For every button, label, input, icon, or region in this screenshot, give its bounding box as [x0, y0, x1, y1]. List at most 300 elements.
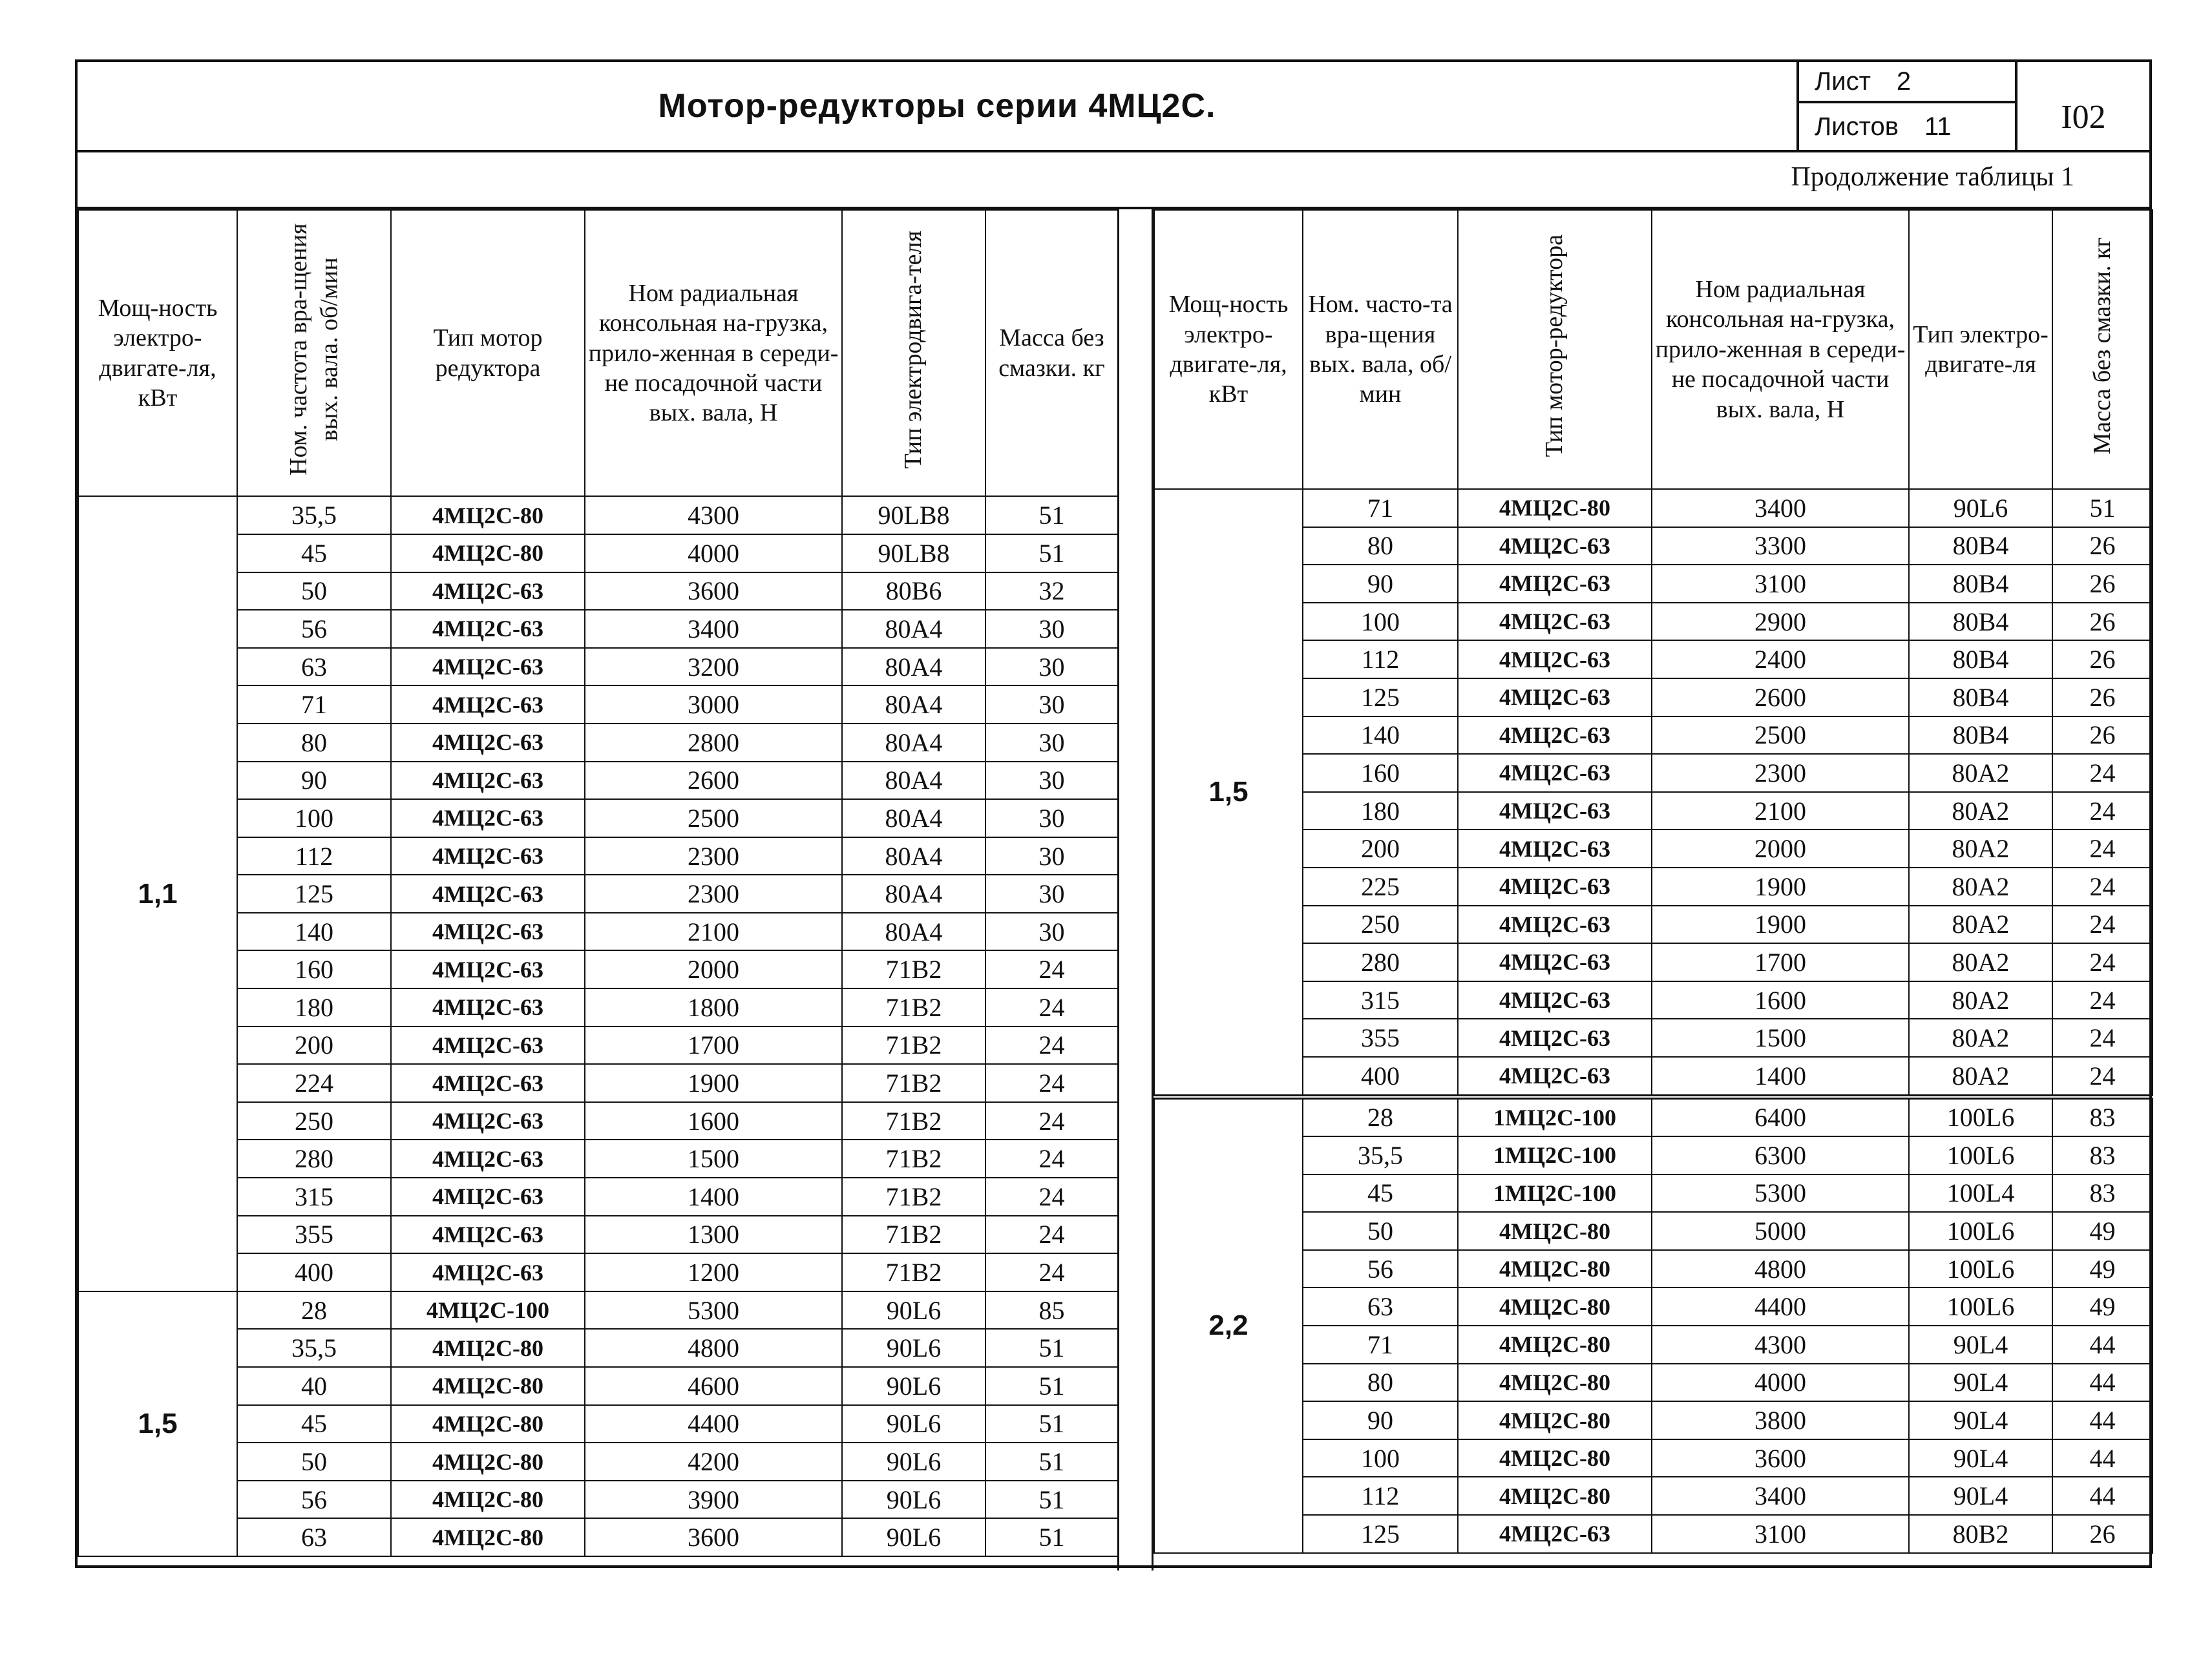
mass-cell: 24	[985, 1178, 1118, 1216]
radial-load-cell: 1500	[585, 1140, 842, 1178]
gearmotor-type-cell: 4МЦ2С-63	[391, 799, 585, 837]
radial-load-cell: 4600	[585, 1367, 842, 1405]
gearmotor-type-cell: 4МЦ2С-63	[391, 572, 585, 610]
speed-cell: 280	[1303, 943, 1458, 981]
gearmotor-type-cell: 4МЦ2С-80	[391, 1367, 585, 1405]
speed-cell: 45	[237, 1405, 391, 1443]
table-row	[1154, 906, 2153, 944]
motor-type-cell: 80А2	[1909, 1019, 2052, 1057]
header-mass	[2052, 210, 2153, 489]
speed-cell: 355	[237, 1216, 391, 1254]
frame-right-edge	[2149, 59, 2152, 1568]
drawing-frame	[75, 59, 2152, 1568]
mass-cell: 24	[985, 1140, 1118, 1178]
mass-cell: 24	[985, 950, 1118, 988]
speed-cell: 180	[1303, 792, 1458, 830]
motor-type-cell: 90L4	[1909, 1364, 2052, 1402]
motor-type-cell: 80А4	[842, 913, 985, 951]
speed-cell: 160	[1303, 754, 1458, 792]
motor-type-cell: 90LB8	[842, 534, 985, 572]
gearmotor-type-cell: 4МЦ2С-63	[1458, 1019, 1652, 1057]
table-row	[1154, 1364, 2153, 1402]
speed-cell: 125	[1303, 1515, 1458, 1553]
table-row	[1154, 1019, 2153, 1057]
mass-cell: 51	[985, 1367, 1118, 1405]
document-code: I02	[2061, 98, 2106, 136]
radial-load-cell: 1600	[1652, 981, 1909, 1019]
motor-type-cell: 80В4	[1909, 678, 2052, 716]
right-table-body	[1154, 489, 2153, 1553]
motor-type-cell: 80А2	[1909, 868, 2052, 906]
table-row	[1154, 1174, 2153, 1213]
speed-cell: 180	[237, 988, 391, 1027]
sheet-info	[1796, 62, 2017, 150]
radial-load-cell: 2000	[585, 950, 842, 988]
radial-load-cell: 4400	[585, 1405, 842, 1443]
table-row	[1154, 868, 2153, 906]
radial-load-cell: 1900	[585, 1064, 842, 1102]
sheet-number	[1799, 62, 2015, 103]
gearmotor-type-cell: 4МЦ2С-63	[1458, 1057, 1652, 1097]
mass-cell: 24	[2052, 906, 2153, 944]
mass-cell: 24	[985, 1027, 1118, 1065]
radial-load-cell: 2600	[1652, 678, 1909, 716]
mass-cell: 51	[985, 1443, 1118, 1481]
document-title: Мотор-редукторы серии 4МЦ2С.	[658, 87, 1216, 125]
radial-load-cell: 3400	[585, 610, 842, 648]
left-header-row	[78, 210, 1118, 496]
speed-cell: 40	[237, 1367, 391, 1405]
radial-load-cell: 3600	[585, 572, 842, 610]
radial-load-cell: 4000	[1652, 1364, 1909, 1402]
mass-cell: 44	[2052, 1401, 2153, 1439]
speed-cell: 400	[1303, 1057, 1458, 1097]
mass-cell: 30	[985, 799, 1118, 837]
mass-cell: 24	[2052, 754, 2153, 792]
speed-cell: 45	[237, 534, 391, 572]
radial-load-cell: 1700	[585, 1027, 842, 1065]
mass-cell: 30	[985, 685, 1118, 724]
mass-cell: 24	[985, 1102, 1118, 1140]
table-row	[1154, 1212, 2153, 1250]
radial-load-cell: 1500	[1652, 1019, 1909, 1057]
motor-type-cell: 80А2	[1909, 792, 2052, 830]
motor-type-cell: 80А4	[842, 837, 985, 875]
mass-cell: 51	[985, 1518, 1118, 1556]
mass-cell: 30	[985, 724, 1118, 762]
motor-type-cell: 90L4	[1909, 1439, 2052, 1477]
gearmotor-type-cell: 4МЦ2С-63	[391, 724, 585, 762]
radial-load-cell: 3200	[585, 648, 842, 686]
speed-cell: 50	[237, 1443, 391, 1481]
mass-cell: 26	[2052, 603, 2153, 641]
speed-cell: 250	[237, 1102, 391, 1140]
mass-cell: 24	[985, 1253, 1118, 1291]
gearmotor-type-cell: 4МЦ2С-63	[391, 837, 585, 875]
motor-type-cell: 100L4	[1909, 1174, 2052, 1213]
speed-cell: 112	[1303, 640, 1458, 678]
table-row	[1154, 1250, 2153, 1288]
left-data-table	[78, 209, 1119, 1557]
gearmotor-type-cell: 4МЦ2С-80	[1458, 1477, 1652, 1515]
speed-cell: 90	[1303, 1401, 1458, 1439]
radial-load-cell: 3400	[1652, 489, 1909, 527]
motor-type-cell: 80В2	[1909, 1515, 2052, 1553]
mass-cell: 49	[2052, 1250, 2153, 1288]
radial-load-cell: 2500	[585, 799, 842, 837]
motor-type-cell: 90L6	[842, 1329, 985, 1367]
radial-load-cell: 5300	[1652, 1174, 1909, 1213]
radial-load-cell: 2000	[1652, 830, 1909, 868]
radial-load-cell: 1700	[1652, 943, 1909, 981]
gearmotor-type-cell: 4МЦ2С-80	[1458, 1326, 1652, 1364]
gearmotor-type-cell: 4МЦ2С-80	[1458, 1439, 1652, 1477]
motor-type-cell: 90L6	[842, 1291, 985, 1330]
mass-cell: 51	[985, 1329, 1118, 1367]
radial-load-cell: 5000	[1652, 1212, 1909, 1250]
gearmotor-type-cell: 1МЦ2С-100	[1458, 1136, 1652, 1174]
gearmotor-type-cell: 4МЦ2С-80	[391, 496, 585, 534]
mass-cell: 49	[2052, 1212, 2153, 1250]
gearmotor-type-cell: 4МЦ2С-63	[391, 1216, 585, 1254]
motor-type-cell: 80А2	[1909, 981, 2052, 1019]
radial-load-cell: 2300	[1652, 754, 1909, 792]
speed-cell: 90	[237, 762, 391, 800]
radial-load-cell: 1400	[585, 1178, 842, 1216]
speed-cell: 80	[1303, 527, 1458, 565]
mass-cell: 26	[2052, 640, 2153, 678]
table-row	[1154, 1439, 2153, 1477]
motor-type-cell: 90L4	[1909, 1477, 2052, 1515]
radial-load-cell: 2100	[1652, 792, 1909, 830]
motor-type-cell: 80В4	[1909, 640, 2052, 678]
mass-cell: 24	[2052, 1019, 2153, 1057]
motor-type-cell: 80В4	[1909, 603, 2052, 641]
gearmotor-type-cell: 4МЦ2С-80	[1458, 1288, 1652, 1326]
gearmotor-type-cell: 4МЦ2С-63	[1458, 565, 1652, 603]
motor-type-cell: 80А2	[1909, 830, 2052, 868]
speed-cell: 71	[1303, 489, 1458, 527]
mass-cell: 49	[2052, 1288, 2153, 1326]
table-row	[1154, 943, 2153, 981]
gearmotor-type-cell: 4МЦ2С-63	[391, 1102, 585, 1140]
mass-cell: 24	[2052, 981, 2153, 1019]
radial-load-cell: 1200	[585, 1253, 842, 1291]
mass-cell: 24	[2052, 943, 2153, 981]
header-power: Мощ-ность электро-двигате-ля, кВт	[78, 210, 237, 496]
speed-cell: 35,5	[1303, 1136, 1458, 1174]
title-block	[78, 62, 2152, 152]
table-row	[1154, 1326, 2153, 1364]
speed-cell: 100	[237, 799, 391, 837]
radial-load-cell: 2400	[1652, 640, 1909, 678]
table-row	[1154, 678, 2153, 716]
table-row	[78, 1291, 1118, 1330]
gearmotor-type-cell: 4МЦ2С-63	[391, 762, 585, 800]
radial-load-cell: 4200	[585, 1443, 842, 1481]
speed-cell: 125	[237, 875, 391, 913]
speed-cell: 140	[237, 913, 391, 951]
speed-cell: 315	[237, 1178, 391, 1216]
speed-cell: 50	[237, 572, 391, 610]
gearmotor-type-cell: 4МЦ2С-63	[391, 1140, 585, 1178]
mass-cell: 83	[2052, 1136, 2153, 1174]
right-data-table	[1153, 209, 2153, 1554]
table-row	[1154, 640, 2153, 678]
radial-load-cell: 2300	[585, 837, 842, 875]
mass-cell: 24	[985, 988, 1118, 1027]
speed-cell: 90	[1303, 565, 1458, 603]
radial-load-cell: 4300	[585, 496, 842, 534]
radial-load-cell: 2300	[585, 875, 842, 913]
speed-cell: 71	[1303, 1326, 1458, 1364]
gearmotor-type-cell: 4МЦ2С-63	[1458, 754, 1652, 792]
radial-load-cell: 3900	[585, 1481, 842, 1519]
radial-load-cell: 4000	[585, 534, 842, 572]
mass-cell: 51	[2052, 489, 2153, 527]
gearmotor-type-cell: 4МЦ2С-63	[1458, 868, 1652, 906]
mass-cell: 44	[2052, 1326, 2153, 1364]
speed-cell: 200	[1303, 830, 1458, 868]
radial-load-cell: 3100	[1652, 565, 1909, 603]
gearmotor-type-cell: 4МЦ2С-80	[391, 1481, 585, 1519]
gearmotor-type-cell: 4МЦ2С-63	[1458, 830, 1652, 868]
motor-type-cell: 71В2	[842, 1253, 985, 1291]
gearmotor-type-cell: 4МЦ2С-63	[391, 1253, 585, 1291]
table-row	[1154, 1401, 2153, 1439]
mass-cell: 26	[2052, 1515, 2153, 1553]
table-row	[1154, 792, 2153, 830]
mass-cell: 24	[2052, 868, 2153, 906]
table-continuation-label: Продолжение таблицы 1	[1791, 162, 2074, 192]
radial-load-cell: 4800	[1652, 1250, 1909, 1288]
speed-cell: 250	[1303, 906, 1458, 944]
speed-cell: 280	[237, 1140, 391, 1178]
radial-load-cell: 1800	[585, 988, 842, 1027]
mass-cell: 83	[2052, 1097, 2153, 1137]
table-row	[1154, 1477, 2153, 1515]
power-cell: 1,1	[78, 496, 237, 1291]
mass-cell: 51	[985, 1405, 1118, 1443]
mass-cell: 26	[2052, 678, 2153, 716]
motor-type-cell: 90L4	[1909, 1401, 2052, 1439]
header-load: Ном радиальная консольная на-грузка, прило-женная в середи-не посадочной части вых. вала, Н	[1652, 210, 1909, 489]
mass-cell: 24	[2052, 792, 2153, 830]
mass-cell: 24	[985, 1216, 1118, 1254]
radial-load-cell: 6300	[1652, 1136, 1909, 1174]
mass-cell: 26	[2052, 527, 2153, 565]
gearmotor-type-cell: 4МЦ2С-63	[1458, 640, 1652, 678]
header-motor	[842, 210, 985, 496]
mass-cell: 24	[985, 1064, 1118, 1102]
radial-load-cell: 3000	[585, 685, 842, 724]
motor-type-cell: 90L6	[842, 1481, 985, 1519]
table-row	[1154, 1288, 2153, 1326]
mass-cell: 30	[985, 610, 1118, 648]
speed-cell: 112	[237, 837, 391, 875]
speed-cell: 100	[1303, 1439, 1458, 1477]
table-row	[1154, 1097, 2153, 1137]
gearmotor-type-cell: 4МЦ2С-63	[1458, 792, 1652, 830]
motor-type-cell: 80А4	[842, 875, 985, 913]
gearmotor-type-cell: 4МЦ2С-63	[1458, 527, 1652, 565]
mass-cell: 51	[985, 496, 1118, 534]
gearmotor-type-cell: 4МЦ2С-80	[1458, 1401, 1652, 1439]
motor-type-cell: 80А4	[842, 685, 985, 724]
mass-cell: 30	[985, 762, 1118, 800]
speed-cell: 56	[237, 1481, 391, 1519]
gearmotor-type-cell: 4МЦ2С-80	[391, 1329, 585, 1367]
gearmotor-type-cell: 4МЦ2С-80	[1458, 489, 1652, 527]
radial-load-cell: 1300	[585, 1216, 842, 1254]
radial-load-cell: 5300	[585, 1291, 842, 1330]
radial-load-cell: 2600	[585, 762, 842, 800]
table-row	[1154, 603, 2153, 641]
speed-cell: 200	[237, 1027, 391, 1065]
speed-cell: 355	[1303, 1019, 1458, 1057]
speed-cell: 28	[1303, 1097, 1458, 1137]
radial-load-cell: 2800	[585, 724, 842, 762]
mass-cell: 51	[985, 1481, 1118, 1519]
motor-type-cell: 71В2	[842, 988, 985, 1027]
motor-type-cell: 80А4	[842, 724, 985, 762]
power-cell: 1,5	[1154, 489, 1303, 1097]
header-type: Тип мотор редуктора	[391, 210, 585, 496]
table-row	[1154, 1515, 2153, 1553]
radial-load-cell: 4300	[1652, 1326, 1909, 1364]
speed-cell: 100	[1303, 603, 1458, 641]
header-speed-text: Ном. частота вра-щения вых. вала. об/мин	[284, 223, 342, 476]
speed-cell: 71	[237, 685, 391, 724]
radial-load-cell: 3300	[1652, 527, 1909, 565]
motor-type-cell: 71В2	[842, 1216, 985, 1254]
table-row	[1154, 1136, 2153, 1174]
gearmotor-type-cell: 4МЦ2С-80	[391, 534, 585, 572]
motor-type-cell: 80А4	[842, 762, 985, 800]
continuation-row	[78, 152, 2152, 209]
gearmotor-type-cell: 4МЦ2С-80	[1458, 1364, 1652, 1402]
radial-load-cell: 2900	[1652, 603, 1909, 641]
radial-load-cell: 3400	[1652, 1477, 1909, 1515]
radial-load-cell: 3100	[1652, 1515, 1909, 1553]
header-speed: Ном. часто-та вра-щения вых. вала, об/мин	[1303, 210, 1458, 489]
mass-cell: 30	[985, 837, 1118, 875]
header-motor-text: Тип электродвига-теля	[900, 230, 927, 469]
motor-type-cell: 71В2	[842, 1102, 985, 1140]
motor-type-cell: 100L6	[1909, 1097, 2052, 1137]
radial-load-cell: 4400	[1652, 1288, 1909, 1326]
mass-cell: 26	[2052, 565, 2153, 603]
header-type	[1458, 210, 1652, 489]
gearmotor-type-cell: 4МЦ2С-80	[391, 1518, 585, 1556]
speed-cell: 112	[1303, 1477, 1458, 1515]
motor-type-cell: 100L6	[1909, 1136, 2052, 1174]
gearmotor-type-cell: 4МЦ2С-100	[391, 1291, 585, 1330]
radial-load-cell: 6400	[1652, 1097, 1909, 1137]
motor-type-cell: 90LB8	[842, 496, 985, 534]
table-row	[1154, 527, 2153, 565]
motor-type-cell: 90L6	[842, 1405, 985, 1443]
radial-load-cell: 3600	[1652, 1439, 1909, 1477]
mass-cell: 24	[2052, 1057, 2153, 1097]
radial-load-cell: 1600	[585, 1102, 842, 1140]
sheets-value: 11	[1924, 112, 1952, 141]
speed-cell: 400	[237, 1253, 391, 1291]
speed-cell: 80	[1303, 1364, 1458, 1402]
motor-type-cell: 80А2	[1909, 754, 2052, 792]
gearmotor-type-cell: 4МЦ2С-80	[391, 1443, 585, 1481]
motor-type-cell: 80В4	[1909, 716, 2052, 755]
left-table-body	[78, 496, 1118, 1556]
speed-cell: 45	[1303, 1174, 1458, 1213]
motor-type-cell: 90L6	[842, 1518, 985, 1556]
speed-cell: 28	[237, 1291, 391, 1330]
mass-cell: 44	[2052, 1477, 2153, 1515]
motor-type-cell: 80А4	[842, 799, 985, 837]
speed-cell: 140	[1303, 716, 1458, 755]
speed-cell: 56	[237, 610, 391, 648]
motor-type-cell: 90L6	[842, 1367, 985, 1405]
radial-load-cell: 3600	[585, 1518, 842, 1556]
gearmotor-type-cell: 4МЦ2С-63	[1458, 943, 1652, 981]
motor-type-cell: 80А2	[1909, 943, 2052, 981]
mass-cell: 85	[985, 1291, 1118, 1330]
speed-cell: 63	[237, 648, 391, 686]
mass-cell: 30	[985, 648, 1118, 686]
table-row	[1154, 565, 2153, 603]
mass-cell: 30	[985, 913, 1118, 951]
speed-cell: 315	[1303, 981, 1458, 1019]
speed-cell: 160	[237, 950, 391, 988]
speed-cell: 63	[1303, 1288, 1458, 1326]
motor-type-cell: 90L4	[1909, 1326, 2052, 1364]
mass-cell: 44	[2052, 1364, 2153, 1402]
speed-cell: 63	[237, 1518, 391, 1556]
motor-type-cell: 71В2	[842, 1178, 985, 1216]
header-motor: Тип электро-двигате-ля	[1909, 210, 2052, 489]
motor-type-cell: 100L6	[1909, 1250, 2052, 1288]
gearmotor-type-cell: 4МЦ2С-63	[391, 685, 585, 724]
radial-load-cell: 1400	[1652, 1057, 1909, 1097]
gearmotor-type-cell: 4МЦ2С-63	[1458, 678, 1652, 716]
table-row	[1154, 716, 2153, 755]
gearmotor-type-cell: 4МЦ2С-63	[1458, 603, 1652, 641]
motor-type-cell: 80В4	[1909, 527, 2052, 565]
header-power: Мощ-ность электро-двигате-ля, кВт	[1154, 210, 1303, 489]
table-row	[78, 496, 1118, 534]
radial-load-cell: 3800	[1652, 1401, 1909, 1439]
mass-cell: 24	[2052, 830, 2153, 868]
gearmotor-type-cell: 4МЦ2С-63	[391, 913, 585, 951]
gearmotor-type-cell: 1МЦ2С-100	[1458, 1097, 1652, 1137]
speed-cell: 35,5	[237, 496, 391, 534]
gearmotor-type-cell: 1МЦ2С-100	[1458, 1174, 1652, 1213]
mass-cell: 51	[985, 534, 1118, 572]
mass-cell: 26	[2052, 716, 2153, 755]
gearmotor-type-cell: 4МЦ2С-63	[391, 875, 585, 913]
speed-cell: 225	[1303, 868, 1458, 906]
gearmotor-type-cell: 4МЦ2С-63	[391, 610, 585, 648]
motor-type-cell: 90L6	[842, 1443, 985, 1481]
column-gap	[1117, 209, 1153, 1570]
sheet-value: 2	[1896, 67, 1912, 96]
power-cell: 1,5	[78, 1291, 237, 1556]
sheets-total	[1799, 106, 2015, 147]
table-row	[1154, 830, 2153, 868]
motor-type-cell: 100L6	[1909, 1288, 2052, 1326]
gearmotor-type-cell: 4МЦ2С-63	[1458, 906, 1652, 944]
gearmotor-type-cell: 4МЦ2С-63	[391, 1178, 585, 1216]
